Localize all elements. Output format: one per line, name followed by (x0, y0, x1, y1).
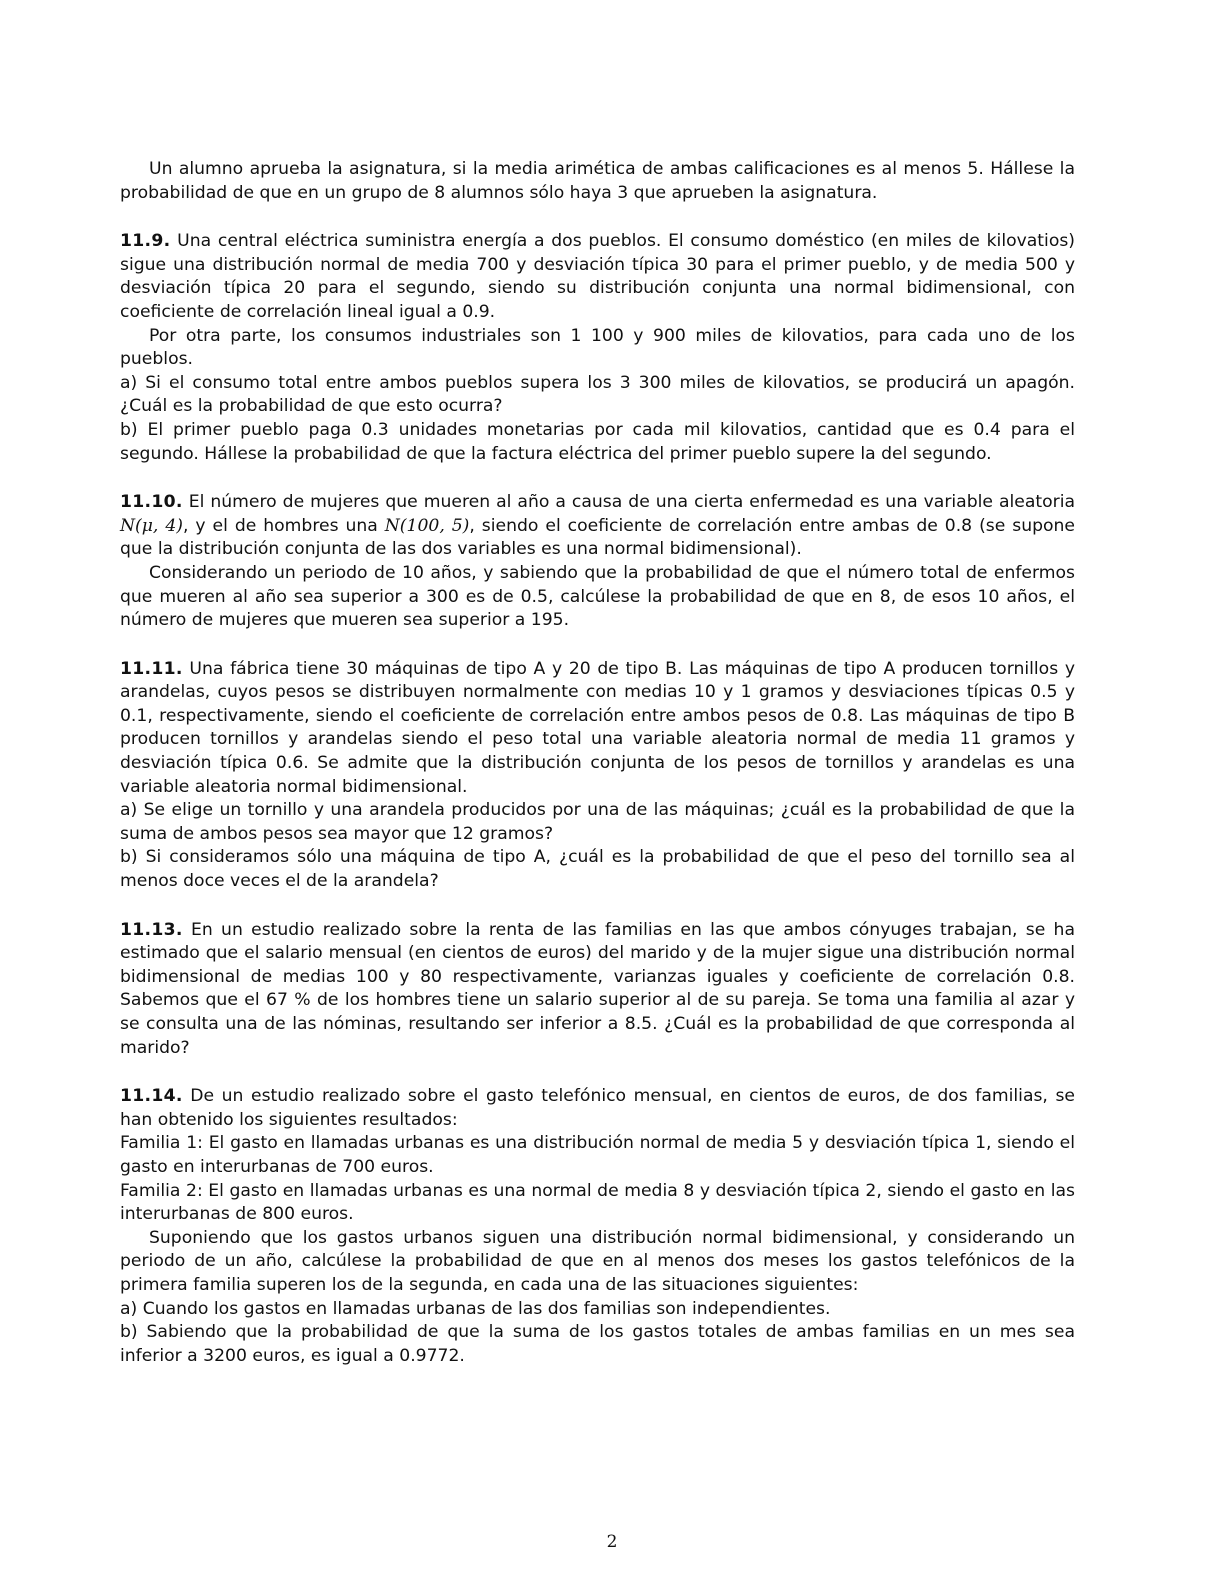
problem-number: 11.14. (120, 1086, 183, 1107)
problem-11-11-part-a: a) Se elige un tornillo y una arandela producidos por una de las máquinas; ¿cuál es la probabilidad de que la suma de ambos pesos sea mayor que 12 gramos? (120, 800, 1075, 844)
problem-11-10-question: Considerando un periodo de 10 años, y sabiendo que la probabilidad de que el número total de enfermos que mueren al año sea superior a 300 es de 0.5, calcúlese la probabilidad de que en 8, de esos 10 años, el número de mujeres que mueren sea superior a 195. (120, 562, 1075, 631)
problem-11-14 (120, 1085, 1075, 1368)
spacer (120, 633, 1075, 658)
problem-11-9 (120, 230, 1075, 466)
problem-11-13 (120, 919, 1075, 1061)
problem-text: El número de mujeres que mueren al año a causa de una cierta enfermedad es una variable aleatoria (188, 492, 1076, 513)
problem-11-14-part-a: a) Cuando los gastos en llamadas urbanas de las dos familias son independientes. (120, 1298, 831, 1319)
problem-number: 11.9. (120, 231, 171, 252)
problem-text: Una fábrica tiene 30 máquinas de tipo A y 20 de tipo B. Las máquinas de tipo A producen tornillos y arandelas, cuyos pesos se distribuyen normalmente con medias 10 y 1 gramos y desviaciones típicas 0.5 y 0.1, respectivamente, siendo el coeficiente de correlación entre ambos pesos de 0.8. Las máquinas de tipo B producen tornillos y arandelas siendo el peso total una variable aleatoria normal de media 11 gramos y desviación típica 0.6. Se admite que la distribución conjunta de los pesos de tornillos y arandelas es una variable aleatoria normal bidimensional. (120, 658, 1075, 797)
intro-paragraph: Un alumno aprueba la asignatura, si la media arimética de ambas calificaciones es al menos 5. Hállese la probabilidad de que en un grupo de 8 alumnos sólo haya 3 que aprueben la asignatura. (120, 159, 1075, 203)
problem-text: , y el de hombres una (182, 515, 378, 536)
problem-number: 11.10. (120, 492, 183, 513)
problem-text: , siendo el coeficiente de correlación entre ambas de 0.8 (se supone que la distribución conjunta de las dos variables es una normal bidimensional). (120, 515, 1075, 560)
problem-11-14-family-2: Familia 2: El gasto en llamadas urbanas es una normal de media 8 y desviación típica 2, siendo el gasto en las interurbanas de 800 euros. (120, 1180, 1075, 1225)
problem-11-13-statement (120, 919, 1075, 1061)
math-expression: N(μ, 4) (120, 515, 183, 536)
problem-11-11-part-b: b) Si consideramos sólo una máquina de tipo A, ¿cuál es la probabilidad de que el peso del tornillo sea al menos doce veces el de la arandela? (120, 847, 1075, 892)
problem-11-9-statement (120, 230, 1075, 324)
problem-11-14-question: Suponiendo que los gastos urbanos siguen una distribución normal bidimensional, y considerando un periodo de un año, calcúlese la probabilidad de que en al menos dos meses los gastos telefónicos de la primera familia superen los de la segunda, en cada una de las situaciones siguientes: (120, 1227, 1075, 1295)
spacer (120, 205, 1075, 230)
spacer (120, 894, 1075, 919)
problem-11-9-context: Por otra parte, los consumos industriales son 1 100 y 900 miles de kilovatios, para cada uno de los pueblos. (120, 325, 1075, 370)
problem-text: Una central eléctrica suministra energía a dos pueblos. El consumo doméstico (en miles de kilovatios) sigue una distribución normal de media 700 y desviación típica 30 para el primer pueblo, y de media 500 y desviación típica 20 para el segundo, siendo su distribución conjunta una normal bidimensional, con coeficiente de correlación lineal igual a 0.9. (120, 231, 1076, 322)
problem-11-9-part-a: a) Si el consumo total entre ambos pueblos supera los 3 300 miles de kilovatios, se producirá un apagón. ¿Cuál es la probabilidad de que esto ocurra? (120, 372, 1075, 417)
problem-11-11 (120, 658, 1075, 894)
problem-11-14-part-b: b) Sabiendo que la probabilidad de que la suma de los gastos totales de ambas familias en un mes sea inferior a 3200 euros, es igual a 0.9772. (120, 1322, 1075, 1366)
problem-11-14-family-1: Familia 1: El gasto en llamadas urbanas es una distribución normal de media 5 y desviación típica 1, siendo el gasto en interurbanas de 700 euros. (120, 1133, 1075, 1177)
math-expression: N(100, 5) (384, 515, 470, 536)
spacer (120, 466, 1075, 491)
document-body (120, 158, 1075, 1368)
problem-11-11-statement (120, 658, 1075, 800)
problem-11-10 (120, 491, 1075, 633)
problem-number: 11.11. (120, 658, 183, 679)
spacer (120, 1060, 1075, 1085)
problem-11-9-part-b: b) El primer pueblo paga 0.3 unidades monetarias por cada mil kilovatios, cantidad que es 0.4 para el segundo. Hállese la probabilidad de que la factura eléctrica del primer pueblo supere la del segundo. (120, 419, 1075, 464)
problem-text: De un estudio realizado sobre el gasto telefónico mensual, en cientos de euros, de dos familias, se han obtenido los siguientes resultados: (120, 1086, 1075, 1130)
problem-11-14-statement (120, 1085, 1075, 1132)
problem-number: 11.13. (120, 919, 183, 940)
problem-text: En un estudio realizado sobre la renta de las familias en las que ambos cónyuges trabajan, se ha estimado que el salario mensual (en cientos de euros) del marido y de la mujer sigue una distribución normal bidimensional de medias 100 y 80 respectivamente, varianzas iguales y coeficiente de correlación 0.8. Sabemos que el 67 % de los hombres tiene un salario superior al de su pareja. Se toma una familia al azar y se consulta una de las nóminas, resultando ser inferior a 8.5. ¿Cuál es la probabilidad de que corresponda al marido? (120, 919, 1075, 1058)
problem-11-10-statement (120, 491, 1075, 562)
page-number: 2 (606, 1532, 618, 1552)
